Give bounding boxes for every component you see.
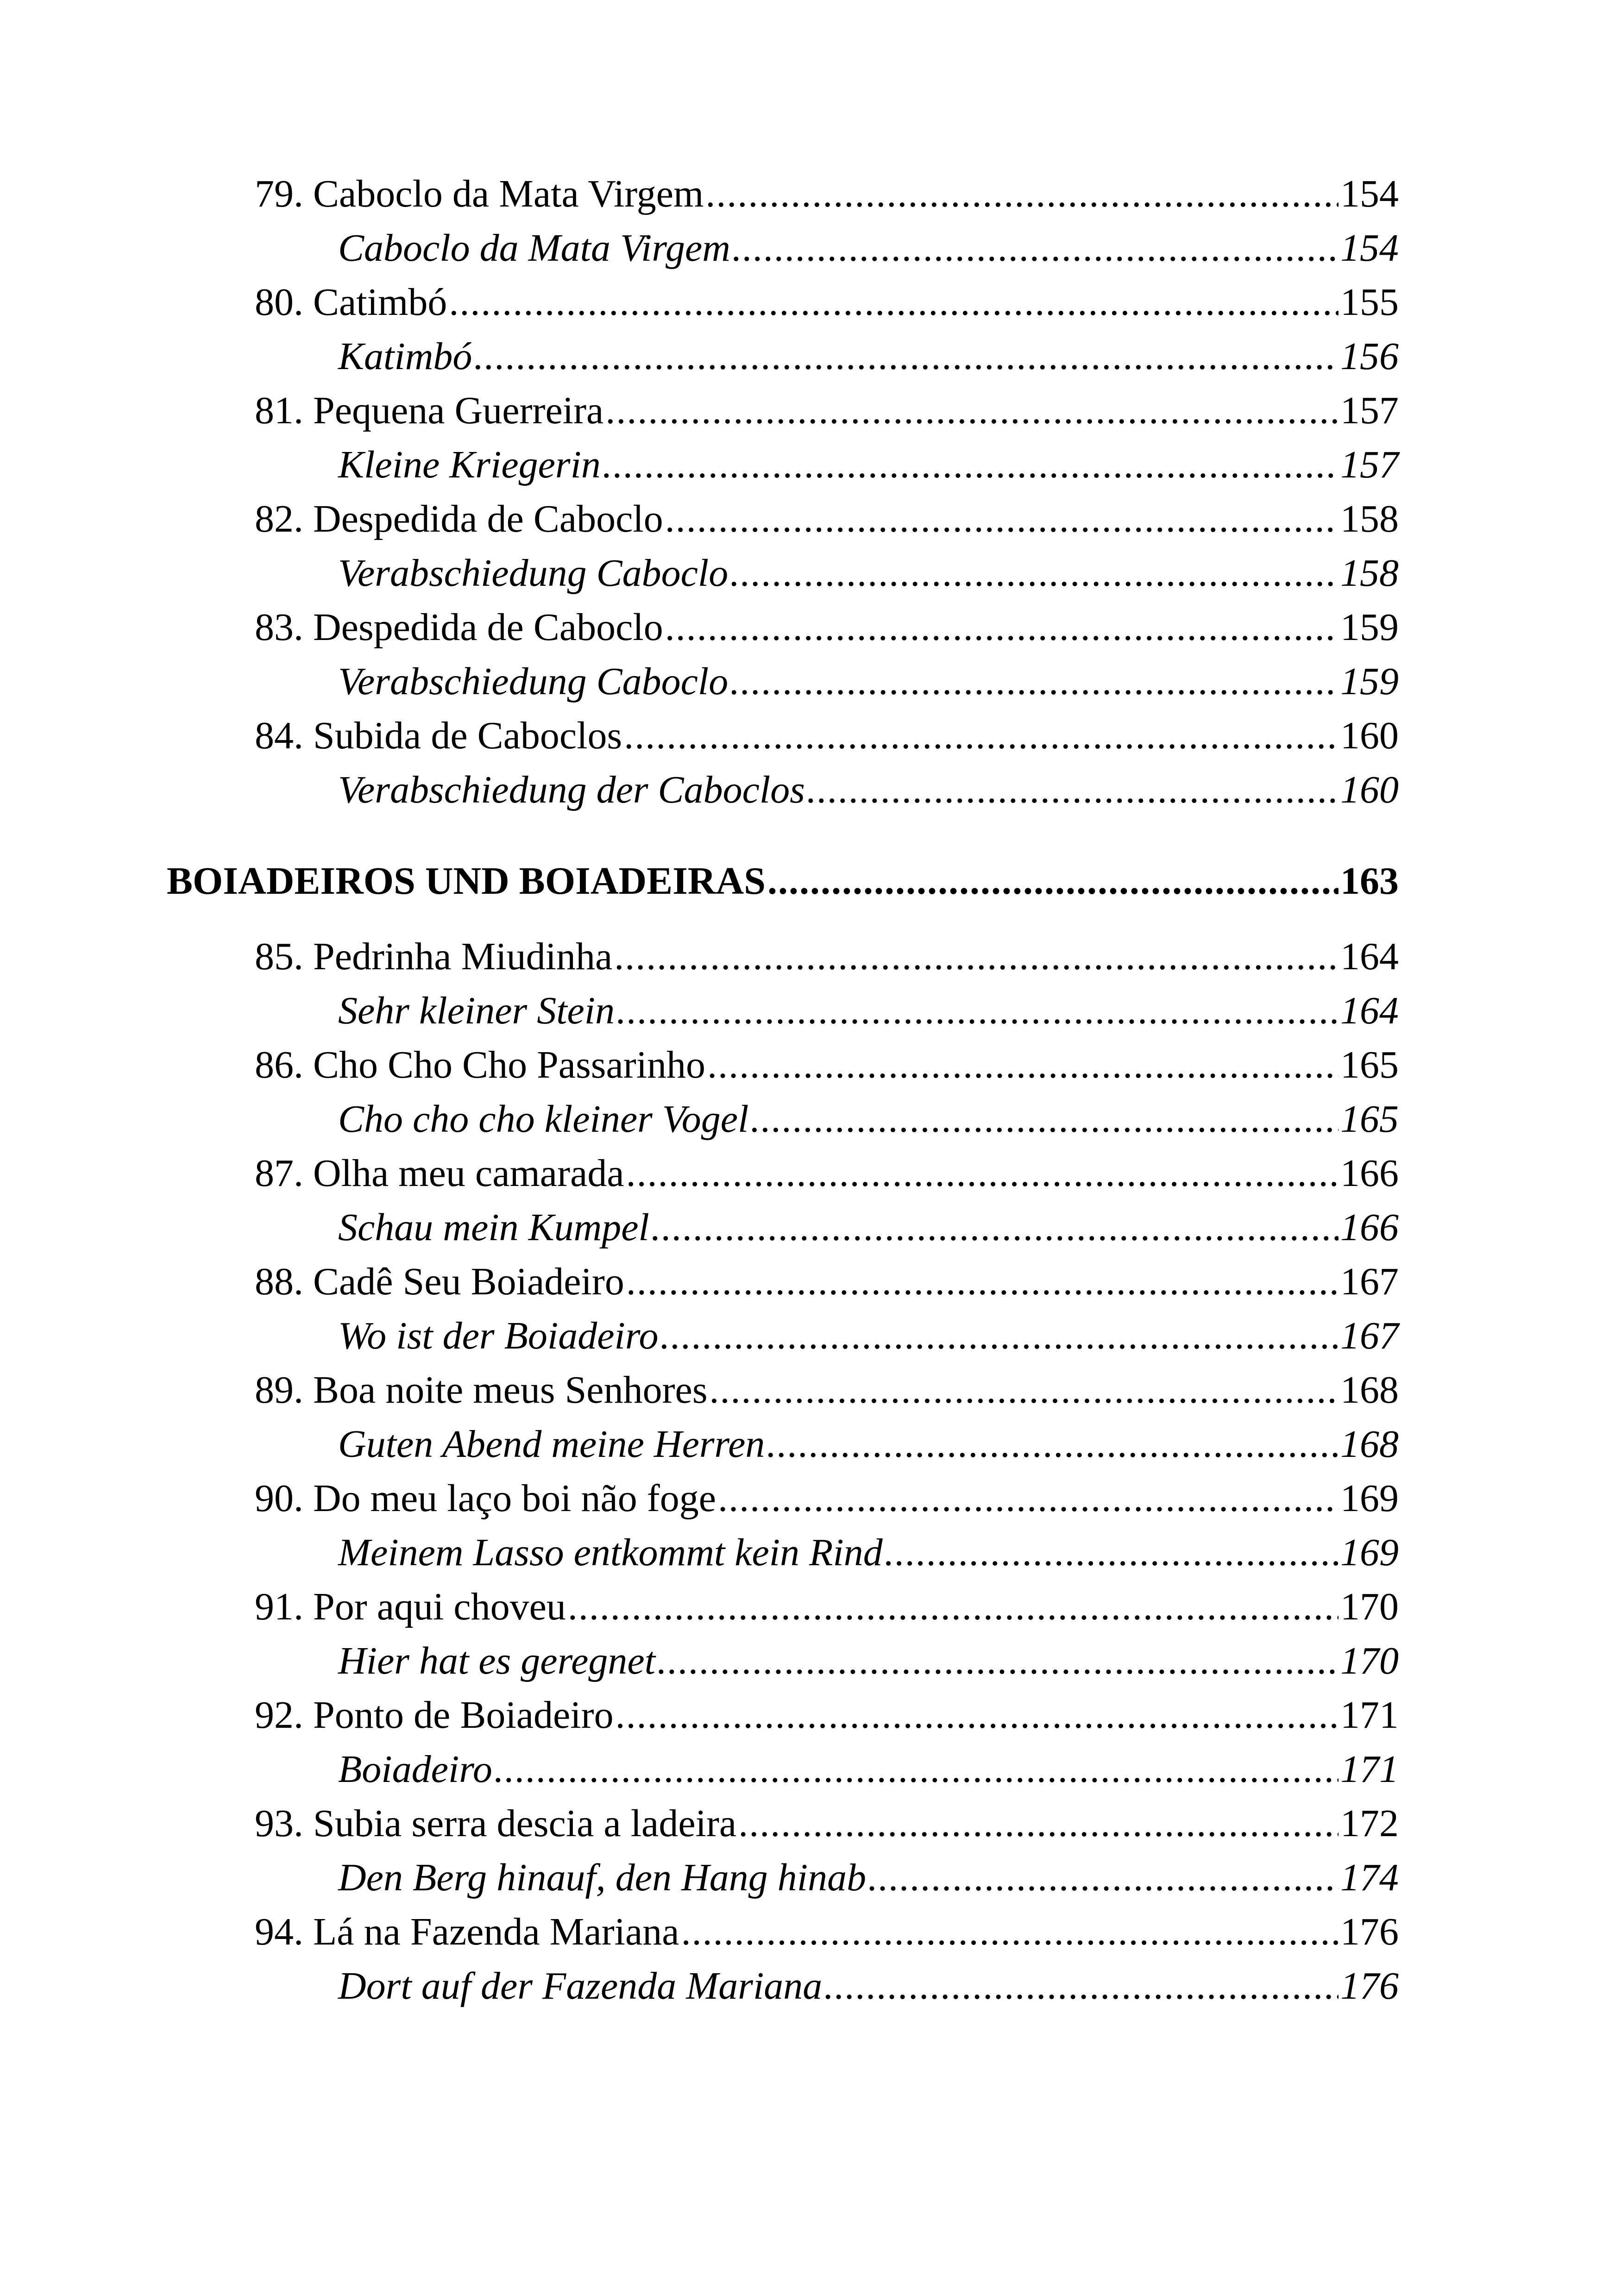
dot-leader (603, 438, 1338, 492)
entry-page-number: 165 (1340, 1043, 1399, 1086)
toc-entry (167, 1038, 1399, 1092)
entry-page-number: 160 (1340, 714, 1399, 757)
entry-page-number: 154 (1340, 172, 1399, 215)
entry-title: Katimbó (338, 335, 472, 378)
dot-leader (651, 1200, 1338, 1255)
entry-title: Meinem Lasso entkommt kein Rind (338, 1531, 883, 1574)
entry-title: 91. Por aqui choveu (255, 1585, 566, 1628)
entry-title: Cho cho cho kleiner Vogel (338, 1098, 749, 1141)
entry-page-number: 158 (1340, 497, 1399, 540)
dot-leader (624, 709, 1338, 763)
toc-entry-translation (167, 1742, 1399, 1796)
entry-title: 87. Olha meu camarada (255, 1152, 624, 1195)
dot-leader (660, 1309, 1338, 1363)
entry-title: 82. Despedida de Caboclo (255, 497, 663, 540)
dot-leader (605, 383, 1338, 438)
entry-title: 80. Catimbó (255, 281, 447, 324)
dot-leader (626, 1146, 1338, 1200)
entry-title: 89. Boa noite meus Senhores (255, 1368, 708, 1411)
entry-title: 85. Pedrinha Miudinha (255, 935, 613, 978)
dot-leader (885, 1525, 1338, 1580)
toc-entry-translation (167, 1417, 1399, 1471)
dot-leader (707, 1038, 1338, 1092)
entry-page-number: 154 (1340, 226, 1399, 270)
entry-page-number: 166 (1340, 1152, 1399, 1195)
dot-leader (626, 1255, 1338, 1309)
entry-page-number: 155 (1340, 281, 1399, 324)
entry-title: 81. Pequena Guerreira (255, 389, 604, 432)
toc-entry (167, 1796, 1399, 1851)
toc-entry-translation (167, 1851, 1399, 1905)
dot-leader (767, 1417, 1338, 1471)
toc-entry (167, 1255, 1399, 1309)
toc-entry (167, 1905, 1399, 1959)
toc-entry-translation (167, 1309, 1399, 1363)
entry-title: Sehr kleiner Stein (338, 989, 615, 1032)
toc-entry (167, 1688, 1399, 1742)
entry-page-number: 167 (1340, 1314, 1399, 1357)
toc-entry (167, 492, 1399, 546)
toc-entry-translation (167, 438, 1399, 492)
toc-entry (167, 1580, 1399, 1634)
dot-leader (494, 1742, 1338, 1796)
toc-group-top (167, 167, 1399, 817)
entry-title: 94. Lá na Fazenda Mariana (255, 1910, 679, 1953)
entry-title: Wo ist der Boiadeiro (338, 1314, 659, 1357)
entry-page-number: 169 (1340, 1531, 1399, 1574)
toc-entry-translation (167, 1200, 1399, 1255)
entry-title: 92. Ponto de Boiadeiro (255, 1694, 614, 1737)
entry-page-number: 166 (1340, 1206, 1399, 1249)
entry-title: Caboclo da Mata Virgem (338, 226, 730, 270)
entry-title: 84. Subida de Caboclos (255, 714, 622, 757)
entry-page-number: 164 (1340, 935, 1399, 978)
entry-title: 86. Cho Cho Cho Passarinho (255, 1043, 706, 1086)
toc-entry-translation (167, 654, 1399, 709)
dot-leader (449, 275, 1338, 329)
toc-entry (167, 1363, 1399, 1417)
toc-entry-translation (167, 221, 1399, 275)
table-of-contents (167, 167, 1399, 2013)
entry-page-number: 169 (1340, 1477, 1399, 1520)
entry-page-number: 170 (1340, 1639, 1399, 1682)
toc-group-bottom (167, 929, 1399, 2013)
entry-title: Dort auf der Fazenda Mariana (338, 1964, 823, 2007)
dot-leader (616, 1688, 1338, 1742)
dot-leader (730, 546, 1338, 600)
entry-page-number: 165 (1340, 1098, 1399, 1141)
entry-title: 90. Do meu laço boi não foge (255, 1477, 716, 1520)
dot-leader (681, 1905, 1338, 1959)
entry-title: Den Berg hinauf, den Hang hinab (338, 1856, 867, 1899)
entry-page-number: 164 (1340, 989, 1399, 1032)
toc-entry-translation (167, 1634, 1399, 1688)
toc-entry (167, 929, 1399, 984)
dot-leader (767, 854, 1338, 908)
dot-leader (568, 1580, 1338, 1634)
toc-entry (167, 709, 1399, 763)
dot-leader (868, 1851, 1338, 1905)
toc-entry-translation (167, 546, 1399, 600)
entry-page-number: 176 (1340, 1964, 1399, 2007)
dot-leader (732, 221, 1338, 275)
entry-title: Hier hat es geregnet (338, 1639, 656, 1682)
entry-title: Verabschiedung Caboclo (338, 552, 729, 595)
toc-entry (167, 1471, 1399, 1525)
entry-page-number: 157 (1340, 389, 1399, 432)
toc-entry-translation (167, 984, 1399, 1038)
entry-page-number: 156 (1340, 335, 1399, 378)
toc-entry (167, 275, 1399, 329)
dot-leader (730, 654, 1338, 709)
entry-page-number: 159 (1340, 606, 1399, 649)
dot-leader (824, 1959, 1338, 2013)
dot-leader (738, 1796, 1338, 1851)
dot-leader (657, 1634, 1338, 1688)
toc-entry (167, 1146, 1399, 1200)
entry-page-number: 176 (1340, 1910, 1399, 1953)
toc-entry-translation (167, 329, 1399, 383)
entry-page-number: 168 (1340, 1423, 1399, 1466)
toc-section-heading (167, 854, 1399, 908)
dot-leader (614, 929, 1338, 984)
dot-leader (718, 1471, 1338, 1525)
dot-leader (705, 167, 1338, 221)
entry-page-number: 170 (1340, 1585, 1399, 1628)
toc-entry-translation (167, 1525, 1399, 1580)
toc-entry-translation (167, 763, 1399, 817)
dot-leader (710, 1363, 1338, 1417)
entry-page-number: 171 (1340, 1694, 1399, 1737)
entry-page-number: 172 (1340, 1802, 1399, 1845)
entry-title: Boiadeiro (338, 1748, 492, 1791)
dot-leader (807, 763, 1338, 817)
entry-title: Kleine Kriegerin (338, 443, 601, 486)
entry-page-number: 167 (1340, 1260, 1399, 1303)
entry-title: 83. Despedida de Caboclo (255, 606, 663, 649)
section-title: BOIADEIROS UND BOIADEIRAS (167, 859, 766, 903)
entry-page-number: 168 (1340, 1368, 1399, 1411)
entry-page-number: 157 (1340, 443, 1399, 486)
entry-page-number: 160 (1340, 768, 1399, 811)
dot-leader (665, 492, 1338, 546)
entry-title: 79. Caboclo da Mata Virgem (255, 172, 704, 215)
toc-entry (167, 383, 1399, 438)
entry-page-number: 159 (1340, 660, 1399, 703)
entry-title: Verabschiedung der Caboclos (338, 768, 805, 811)
toc-entry-translation (167, 1959, 1399, 2013)
dot-leader (750, 1092, 1338, 1146)
section-page-number: 163 (1340, 859, 1399, 903)
entry-page-number: 158 (1340, 552, 1399, 595)
entry-title: Guten Abend meine Herren (338, 1423, 765, 1466)
toc-entry (167, 167, 1399, 221)
dot-leader (474, 329, 1338, 383)
dot-leader (665, 600, 1338, 654)
toc-entry (167, 600, 1399, 654)
entry-page-number: 174 (1340, 1856, 1399, 1899)
entry-title: Schau mein Kumpel (338, 1206, 649, 1249)
entry-page-number: 171 (1340, 1748, 1399, 1791)
toc-entry-translation (167, 1092, 1399, 1146)
entry-title: 93. Subia serra descia a ladeira (255, 1802, 737, 1845)
entry-title: 88. Cadê Seu Boiadeiro (255, 1260, 624, 1303)
entry-title: Verabschiedung Caboclo (338, 660, 729, 703)
dot-leader (616, 984, 1338, 1038)
